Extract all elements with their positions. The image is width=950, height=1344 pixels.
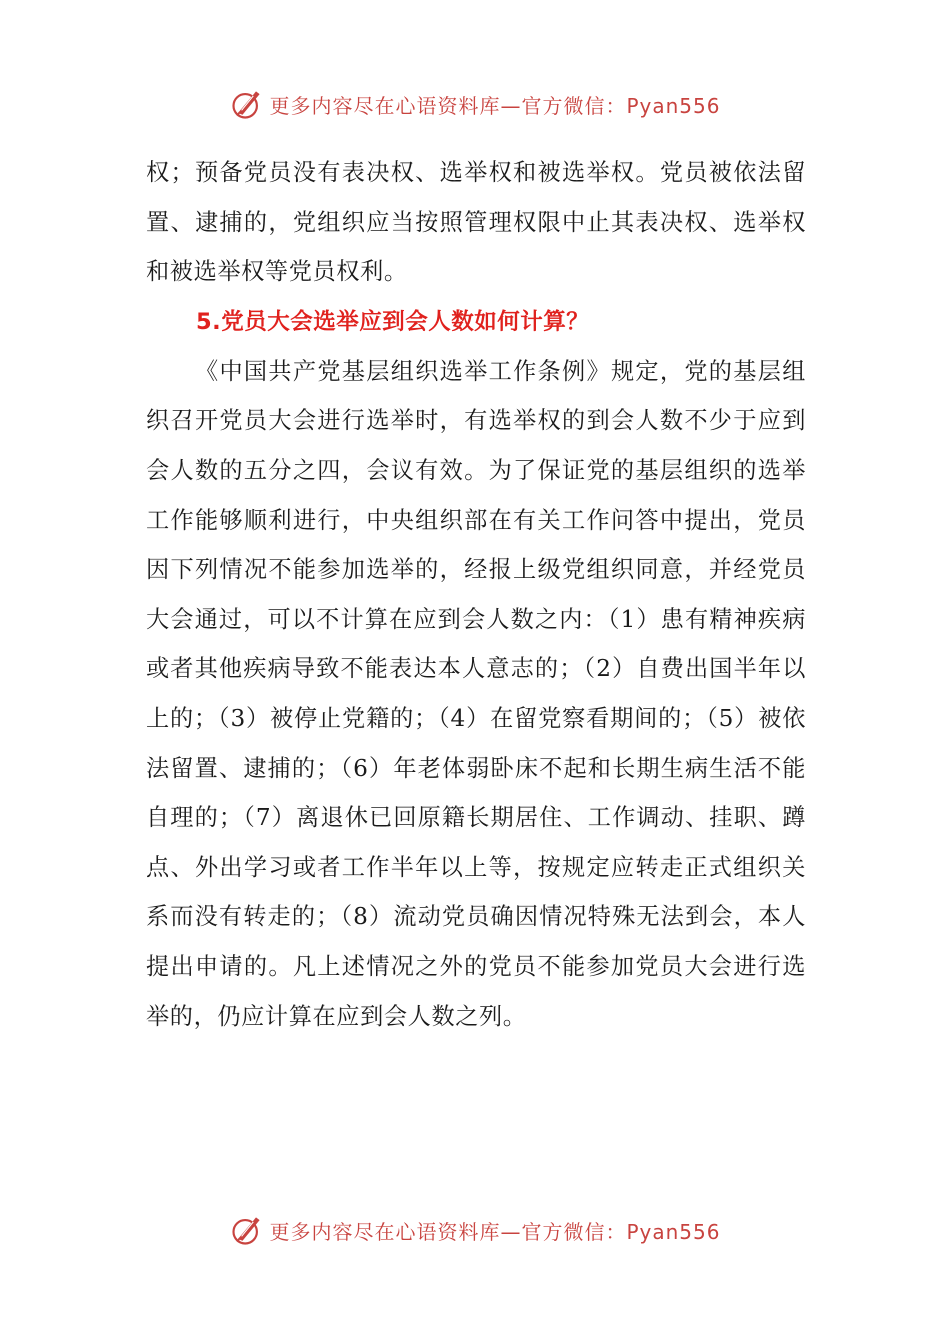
quill-pen-logo-icon — [229, 1212, 265, 1248]
watermark-text: 更多内容尽在心语资料库—官方微信：Pyan556 — [269, 1219, 721, 1244]
watermark-text: 更多内容尽在心语资料库—官方微信：Pyan556 — [269, 93, 721, 118]
paragraph-body: 《中国共产党基层组织选举工作条例》规定，党的基层组织召开党员大会进行选举时，有选举权的到会人数不少于应到会人数的五分之四，会议有效。为了保证党的基层组织的选举工作能够顺利进行，中央组织部在有关工作问答中提出，党员因下列情况不能参加选举的，经报上级党组织同意，并经党员大会通过，可以不计算在应到会人数之内：（1）患有精神疾病或者其他疾病导致不能表达本人意志的；（2）自费出国半年以上的；（3）被停止党籍的；（4）在留党察看期间的；（5）被依法留置、逮捕的；（6）年老体弱卧床不起和长期生病生活不能自理的；（7）离退休已回原籍长期居住、工作调动、挂职、蹲点、外出学习或者工作半年以上等，按规定应转走正式组织关系而没有转走的；（8）流动党员确因情况特殊无法到会，本人提出申请的。凡上述情况之外的党员不能参加党员大会进行选举的，仍应计算在应到会人数之列。 — [146, 357, 806, 1030]
quill-pen-logo-icon — [229, 86, 265, 122]
document-body — [146, 148, 806, 1041]
watermark-header — [0, 82, 950, 126]
watermark-footer — [0, 1208, 950, 1252]
paragraph-continuation: 权；预备党员没有表决权、选举权和被选举权。党员被依法留置、逮捕的，党组织应当按照管理权限中止其表决权、选举权和被选举权等党员权利。 — [146, 159, 806, 286]
section-heading: 5.党员大会选举应到会人数如何计算？ — [196, 308, 590, 335]
